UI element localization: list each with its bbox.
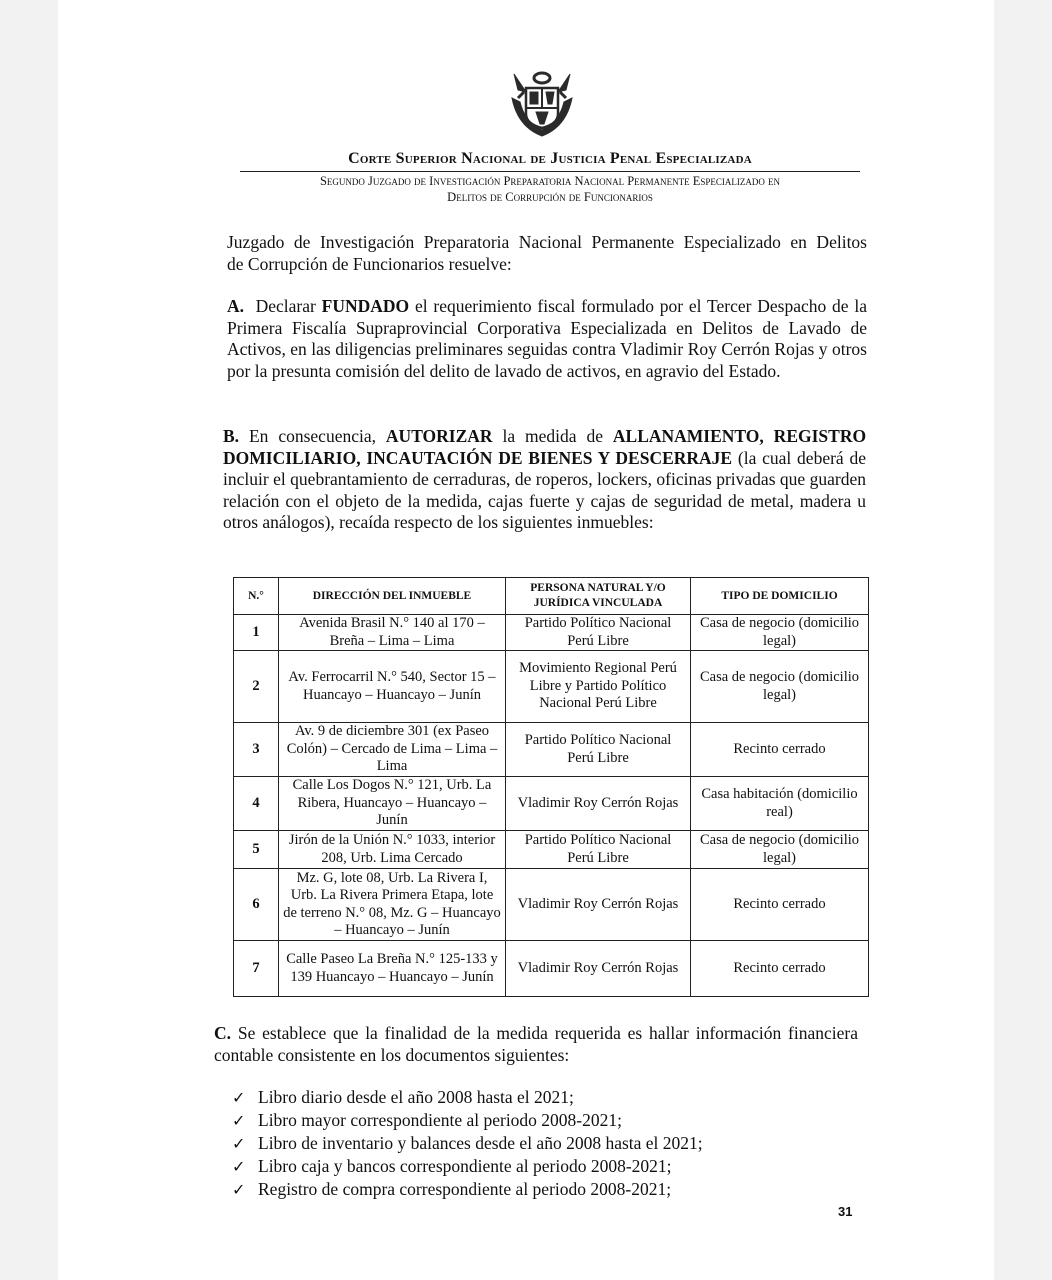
row-number: 6 bbox=[234, 869, 279, 941]
intro-paragraph bbox=[227, 232, 867, 275]
row-address: Av. Ferrocarril N.° 540, Sector 15 – Huancayo – Huancayo – Junín bbox=[279, 651, 506, 723]
row-type: Recinto cerrado bbox=[691, 869, 869, 941]
row-person: Vladimir Roy Cerrón Rojas bbox=[506, 777, 691, 831]
table-row bbox=[234, 615, 869, 651]
checkmark-icon: ✓ bbox=[232, 1180, 246, 1199]
row-type: Recinto cerrado bbox=[691, 941, 869, 997]
table-header-row bbox=[234, 578, 869, 615]
header-number: N.° bbox=[234, 578, 279, 615]
section-c-text: Se establece que la finalidad de la medida requerida es hallar información financiera contable consistente en los documentos siguientes: bbox=[214, 1023, 858, 1065]
row-type: Casa de negocio (domicilio legal) bbox=[691, 651, 869, 723]
section-a-paragraph bbox=[227, 296, 867, 382]
row-person: Vladimir Roy Cerrón Rojas bbox=[506, 941, 691, 997]
section-b-bold1: AUTORIZAR bbox=[385, 426, 493, 446]
list-item bbox=[232, 1109, 703, 1132]
table-row bbox=[234, 941, 869, 997]
table-row bbox=[234, 831, 869, 869]
court-title: Corte Superior Nacional de Justicia Penal Especializada bbox=[348, 150, 752, 167]
section-b-mid: la medida de bbox=[502, 426, 603, 446]
row-address: Av. 9 de diciembre 301 (ex Paseo Colón) – Cercado de Lima – Lima – Lima bbox=[279, 723, 506, 777]
checkmark-icon: ✓ bbox=[232, 1111, 246, 1130]
row-number: 4 bbox=[234, 777, 279, 831]
list-item-text: Libro de inventario y balances desde el año 2008 hasta el 2021; bbox=[258, 1133, 703, 1153]
list-item bbox=[232, 1086, 703, 1109]
header-divider bbox=[240, 171, 860, 172]
court-subtitle bbox=[226, 173, 874, 205]
row-address: Calle Paseo La Breña N.° 125-133 y 139 Huancayo – Huancayo – Junín bbox=[279, 941, 506, 997]
row-address: Jirón de la Unión N.° 1033, interior 208, Urb. Lima Cercado bbox=[279, 831, 506, 869]
court-subtitle-line2: Delitos de Corrupción de Funcionarios bbox=[447, 190, 653, 204]
page-number: 31 bbox=[838, 1204, 853, 1219]
documents-list bbox=[232, 1086, 703, 1201]
row-address: Mz. G, lote 08, Urb. La Rivera I, Urb. La Rivera Primera Etapa, lote de terreno N.° 08, Mz. G – Huancayo – Huancayo – Junín bbox=[279, 869, 506, 941]
section-b-pre: En consecuencia, bbox=[248, 426, 376, 446]
row-address: Calle Los Dogos N.° 121, Urb. La Ribera, Huancayo – Huancayo – Junín bbox=[279, 777, 506, 831]
court-subtitle-line1: Segundo Juzgado de Investigación Preparatoria Nacional Permanente Especializado en bbox=[319, 174, 781, 188]
list-item-text: Registro de compra correspondiente al periodo 2008-2021; bbox=[258, 1179, 672, 1199]
row-person: Partido Político Nacional Perú Libre bbox=[506, 615, 691, 651]
table-row bbox=[234, 651, 869, 723]
section-a-pre: Declarar bbox=[255, 296, 316, 316]
row-type: Casa de negocio (domicilio legal) bbox=[691, 615, 869, 651]
row-person: Partido Político Nacional Perú Libre bbox=[506, 831, 691, 869]
list-item bbox=[232, 1155, 703, 1178]
header-type: TIPO DE DOMICILIO bbox=[691, 578, 869, 615]
row-number: 5 bbox=[234, 831, 279, 869]
row-address: Avenida Brasil N.° 140 al 170 – Breña – Lima – Lima bbox=[279, 615, 506, 651]
row-person: Partido Político Nacional Perú Libre bbox=[506, 723, 691, 777]
table-row bbox=[234, 869, 869, 941]
list-item-text: Libro diario desde el año 2008 hasta el 2021; bbox=[258, 1087, 574, 1107]
row-type: Casa de negocio (domicilio legal) bbox=[691, 831, 869, 869]
row-number: 3 bbox=[234, 723, 279, 777]
list-item bbox=[232, 1178, 703, 1201]
intro-line2: de Corrupción de Funcionarios resuelve: bbox=[227, 253, 512, 274]
section-a-label: A. bbox=[227, 296, 245, 316]
section-c-paragraph bbox=[214, 1023, 858, 1066]
section-b-label: B. bbox=[223, 426, 240, 446]
row-person: Movimiento Regional Perú Libre y Partido Político Nacional Perú Libre bbox=[506, 651, 691, 723]
section-a-text: el requerimiento fiscal formulado por el Tercer Despacho de la Primera Fiscalía Supraprovincial Corporativa Especializada en Delitos de Lavado de Activos, en las diligencias preliminares seguidas contra Vladimir Roy Cerrón Rojas y otros por la presunta comisión del delito de lavado de activos, en agravio del Estado. bbox=[227, 296, 868, 381]
list-item-text: Libro mayor correspondiente al periodo 2008-2021; bbox=[258, 1110, 622, 1130]
section-b-text: (la cual deberá de incluir el quebrantamiento de cerraduras, de roperos, lockers, oficinas privadas que guarden relación con el objeto de la medida, cajas fuerte y cajas de seguridad de metal, madera u otros análogos), recaída respecto de los siguientes inmuebles: bbox=[223, 447, 866, 532]
section-b-bold2: ALLANAMIENTO, REGISTRO DOMICILIARIO, INCAUTACIÓN DE BIENES Y DESCERRAJE bbox=[223, 426, 867, 468]
checkmark-icon: ✓ bbox=[232, 1157, 246, 1176]
list-item-text: Libro caja y bancos correspondiente al periodo 2008-2021; bbox=[258, 1156, 672, 1176]
list-item bbox=[232, 1132, 703, 1155]
table-row bbox=[234, 723, 869, 777]
properties-table bbox=[233, 577, 869, 997]
row-number: 1 bbox=[234, 615, 279, 651]
section-c-label: C. bbox=[214, 1023, 232, 1043]
row-person: Vladimir Roy Cerrón Rojas bbox=[506, 869, 691, 941]
header-address: DIRECCIÓN DEL INMUEBLE bbox=[279, 578, 506, 615]
row-number: 7 bbox=[234, 941, 279, 997]
header-person: PERSONA NATURAL Y/O JURÍDICA VINCULADA bbox=[506, 578, 691, 615]
section-a-bold: FUNDADO bbox=[321, 296, 410, 316]
table-row bbox=[234, 777, 869, 831]
checkmark-icon: ✓ bbox=[232, 1134, 246, 1153]
row-type: Casa habitación (domicilio real) bbox=[691, 777, 869, 831]
checkmark-icon: ✓ bbox=[232, 1088, 246, 1107]
row-type: Recinto cerrado bbox=[691, 723, 869, 777]
intro-line1: Juzgado de Investigación Preparatoria Nacional Permanente Especializado en Delitos bbox=[227, 232, 867, 252]
coat-of-arms-logo bbox=[508, 68, 576, 138]
row-number: 2 bbox=[234, 651, 279, 723]
section-b-paragraph bbox=[223, 426, 866, 534]
